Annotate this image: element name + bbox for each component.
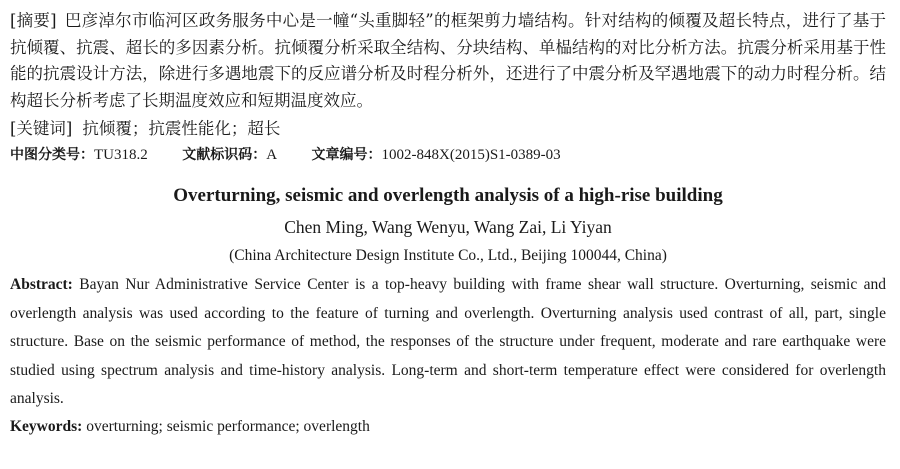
english-keywords-label: Keywords: xyxy=(10,417,83,435)
english-abstract-label: Abstract: xyxy=(10,276,73,293)
document-code-value: A xyxy=(266,147,278,163)
document-code xyxy=(182,142,277,168)
english-keywords xyxy=(10,414,886,440)
english-authors: Chen Ming, Wang Wenyu, Wang Zai, Li Yiyan xyxy=(284,217,612,237)
chinese-keywords xyxy=(10,116,886,142)
chinese-keywords-label: [关键词] xyxy=(10,119,73,138)
clc-value: TU318.2 xyxy=(94,147,148,163)
article-number-value: 1002-848X(2015)S1-0389-03 xyxy=(381,147,561,163)
article-number xyxy=(312,142,561,168)
clc-number xyxy=(10,142,148,168)
english-affiliation: (China Architecture Design Institute Co., Ltd., Beijing 100044, China) xyxy=(229,247,667,264)
english-title: Overturning, seismic and overlength analysis of a high-rise building xyxy=(173,185,723,206)
chinese-abstract xyxy=(10,8,886,114)
english-abstract-text: Bayan Nur Administrative Service Center is a top-heavy building with frame shear wall structure. Overturning, seismic and overlength analysis was used according to the feature of turning and overlength. Overturning analysis used contrast of all, part, single structure. Base on the seismic performance of method, the responses of the structure under frequent, moderate and rare earthquake were studied using spectrum analysis and time-history analysis. Long-term and short-term temperature effect were considered for overlength analysis. xyxy=(10,276,887,407)
english-keywords-text: overturning; seismic performance; overlength xyxy=(86,417,370,435)
chinese-abstract-text: 巴彦淖尔市临河区政务服务中心是一幢“头重脚轻”的框架剪力墙结构。针对结构的倾覆及超长特点，进行了基于抗倾覆、抗震、超长的多因素分析。抗倾覆分析采取全结构、分块结构、单榀结构的对比分析方法。抗震分析采用基于性能的抗震设计方法，除进行多遇地震下的反应谱分析及时程分析外，还进行了中震分析及罕遇地震下的动力时程分析。结构超长分析考虑了长期温度效应和短期温度效应。 xyxy=(10,11,886,110)
chinese-abstract-label: [摘要] xyxy=(10,11,57,30)
clc-label: 中图分类号： xyxy=(10,147,94,163)
article-number-label: 文章编号： xyxy=(311,147,382,163)
classification-line xyxy=(10,142,886,168)
chinese-keywords-text: 抗倾覆；抗震性能化；超长 xyxy=(82,119,281,138)
english-abstract xyxy=(10,271,886,414)
paper-front-matter xyxy=(10,8,886,440)
document-code-label: 文献标识码： xyxy=(182,147,267,163)
